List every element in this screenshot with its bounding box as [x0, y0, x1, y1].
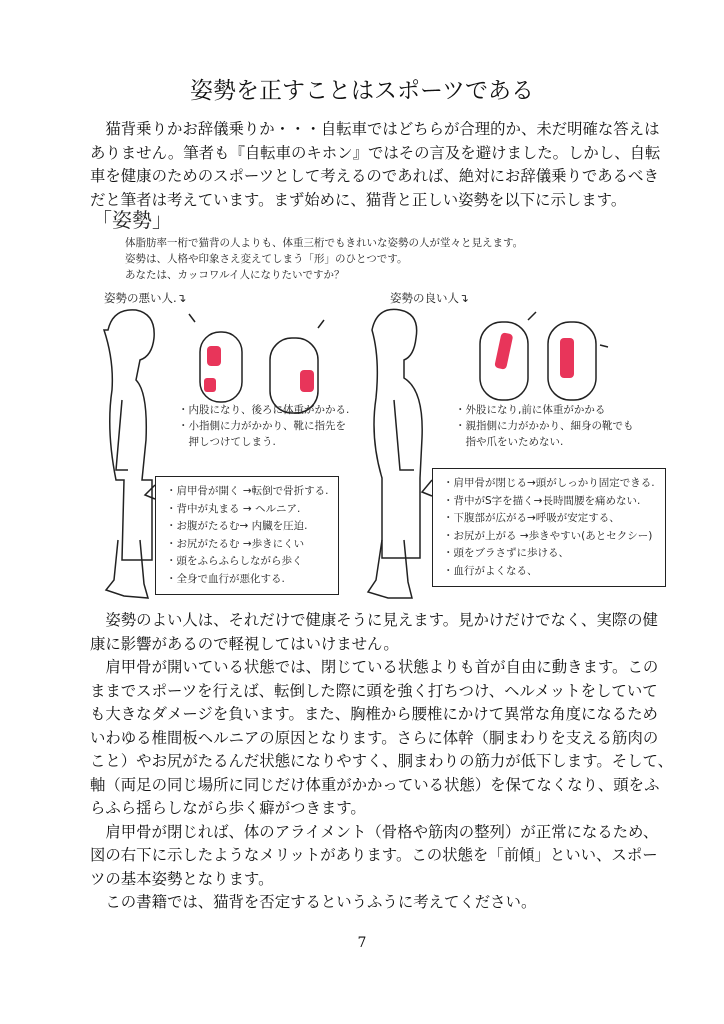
effect-item: ・お尻が上がる →歩きやすい(あとセクシー) [443, 529, 653, 542]
figure-notes [125, 235, 523, 283]
text-line: 車を健康のためのスポーツとして考えるのであれば、絶対にお辞儀乗りであるべき [90, 167, 659, 185]
page-number: 7 [357, 935, 367, 951]
text-line: ありません。筆者も『自転車のキホン』ではその言及を避けました。しかし、自転 [90, 143, 661, 162]
note-line: ・親指側に力がかかり、細身の靴でも [455, 420, 634, 432]
effect-item: ・背中が丸まる → ヘルニア. [166, 502, 301, 515]
body-text [90, 609, 673, 915]
text-line: こと）やお尻がたるんだ状態になりやすく、胴まわりの筋力が低下します。そして、 [90, 752, 673, 770]
good-posture-effects-box [432, 468, 666, 587]
good-feet-notes [455, 402, 634, 450]
bad-posture-effects-box [155, 476, 339, 595]
page-title: 姿勢を正すことはスポーツである [189, 78, 535, 104]
good-posture-figure [368, 309, 422, 598]
note-line: ・小指側に力がかかり、靴に指先を [178, 420, 346, 432]
text-line: 図の右下に示したようなメリットがあります。この状態を「前傾」といい、スポー [90, 846, 658, 864]
note-line: 押しつけてしまう. [178, 436, 276, 448]
text-line: いわゆる椎間板ヘルニアの原因となります。さらに体幹（胴まわりを支える筋肉の [90, 728, 659, 747]
text-line: 軸（両足の同じ場所に同じだけ体重がかかっている状態）を保てなくなり、頭をふ [90, 775, 660, 794]
note-line: ・内股になり、後ろに体重がかかる. [178, 404, 350, 416]
effect-item: ・背中がS字を描く→長時間腰を痛めない. [443, 494, 641, 507]
effect-item: ・下腹部が広がる→呼吸が安定する、 [443, 512, 620, 524]
good-box-tail [422, 480, 432, 496]
effect-item: ・肩甲骨が閉じる→頭がしっかり固定できる. [443, 477, 655, 489]
pressure-marks [204, 332, 574, 392]
text-line: ツの基本姿勢となります。 [90, 869, 274, 888]
bad-feet-notes [178, 402, 349, 450]
bad-posture-figure [104, 310, 154, 598]
text-line: 猫背乗りかお辞儀乗りか・・・自転車ではどちらが合理的か、未だ明確な答えは [90, 120, 660, 138]
text-line: 姿勢のよい人は、それだけで健康そうに見えます。見かけだけでなく、実際の健 [90, 611, 658, 629]
effect-item: ・頭をふらふらしながら歩く [166, 555, 303, 567]
note-line: 姿勢は、人格や印象さえ変えてしまう「形」のひとつです。 [125, 253, 408, 265]
effect-item: ・頭をブラさずに歩ける、 [443, 547, 569, 559]
note-line: 体脂肪率一桁で猫背の人よりも、体重三桁でもきれいな姿勢の人が堂々と見えます。 [125, 237, 524, 249]
effect-item: ・血行がよくなる、 [443, 564, 538, 577]
text-line: 肩甲骨が開いている状態では、閉じている状態よりも首が自由に動きます。この [90, 658, 659, 676]
note-line: 指や爪をいためない. [455, 436, 564, 448]
note-line: ・外股になり,前に体重がかかる [455, 404, 606, 416]
text-line: この書籍では、猫背を否定するというふうに考えてください。 [90, 893, 537, 911]
text-line: も大きなダメージを負います。また、胸椎から腰椎にかけて異常な角度になるため [90, 705, 658, 723]
text-line: 肩甲骨が閉じれば、体のアライメント（骨格や筋肉の整列）が正常になるため、 [90, 822, 659, 841]
text-line: らふら揺らしながら歩く癖がつきます。 [90, 799, 366, 817]
good-posture-label: 姿勢の良い人↴ [390, 291, 469, 305]
note-line: あなたは、カッコワルイ人になりたいですか？ [125, 269, 345, 281]
effect-item: ・お尻がたるむ →歩きにくい [166, 537, 305, 550]
effect-item: ・全身で血行が悪化する. [166, 572, 285, 585]
figure-heading: 「姿勢」 [92, 208, 172, 232]
effect-item: ・肩甲骨が開く →転倒で骨折する. [166, 485, 329, 497]
text-line: だと筆者は考えています。まず始めに、猫背と正しい姿勢を以下に示します。 [90, 190, 627, 209]
text-line: 康に影響があるので軽視してはいけません。 [90, 634, 399, 653]
effect-item: ・お腹がたるむ→ 内臓を圧迫. [166, 520, 308, 532]
text-line: ままでスポーツを行えば、転倒した際に頭を強く打ちつけ、ヘルメットをしていて [90, 681, 658, 700]
bad-box-tail [145, 485, 155, 499]
bad-posture-label: 姿勢の悪い人.↴ [104, 291, 187, 305]
